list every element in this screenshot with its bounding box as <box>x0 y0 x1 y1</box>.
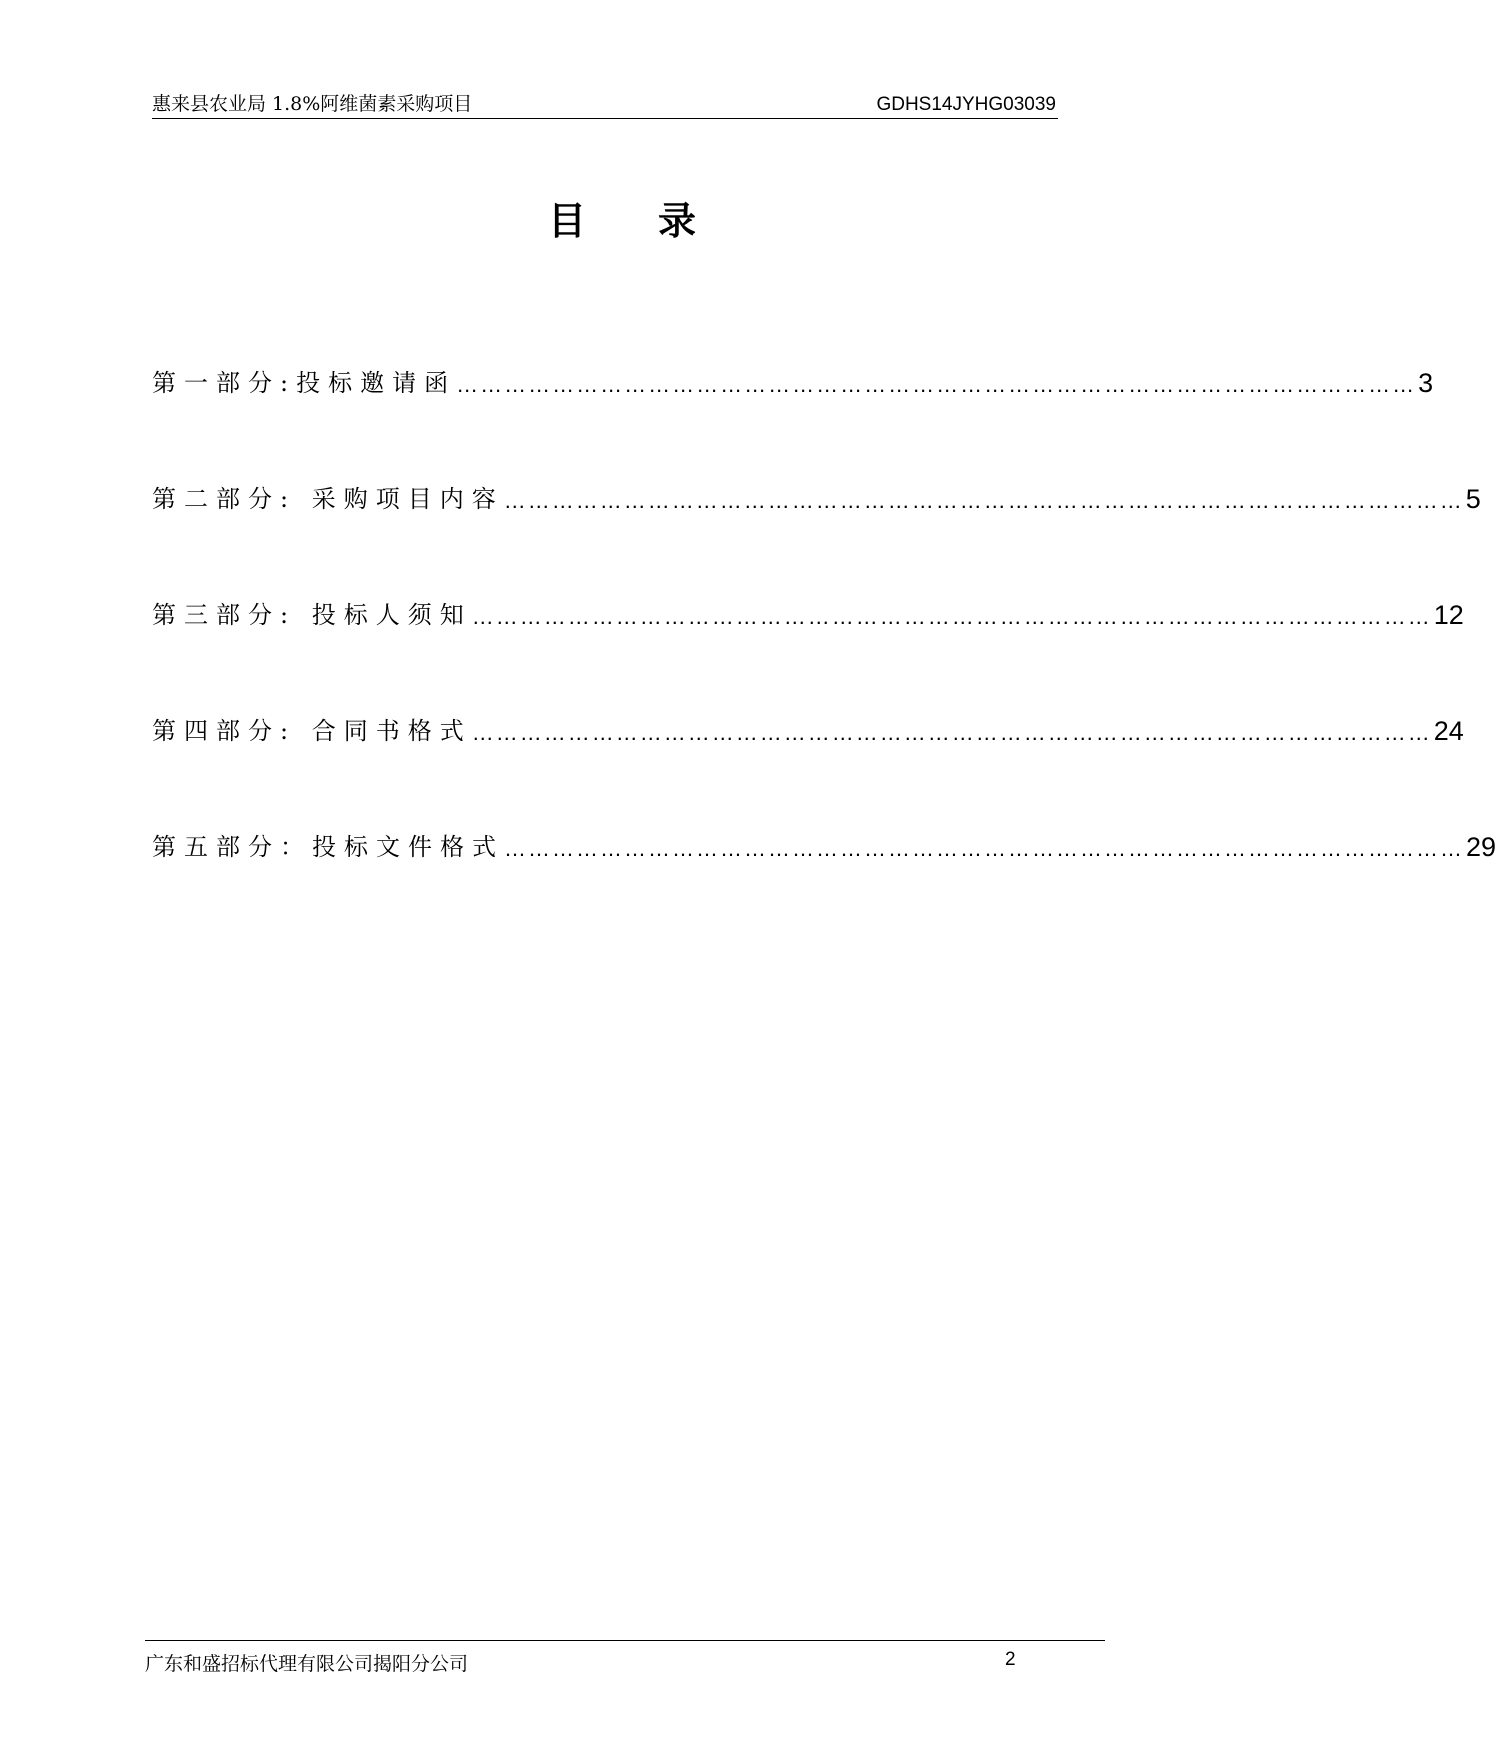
toc-entry-2[interactable] <box>152 476 1481 516</box>
toc-entry-4[interactable] <box>152 708 1464 748</box>
toc-leader-dots: ………………………………………………………………………………………………………… <box>471 604 1432 629</box>
header-project-name: 惠来县农业局 1.8%阿维菌素采购项目 <box>152 93 473 115</box>
toc-entry-1[interactable] <box>152 360 1434 400</box>
footer-page-number: 2 <box>1005 1649 1016 1670</box>
toc-leader-dots: ………………………………………………………………………………………………………… <box>471 720 1432 745</box>
toc-entry-page: 3 <box>1418 368 1434 398</box>
toc-leader-dots: ………………………………………………………………………………………………………… <box>504 836 1464 861</box>
toc-entry-label: 第二部分: 采购项目内容 <box>152 485 504 513</box>
page-header <box>152 88 1058 119</box>
toc-entry-3[interactable] <box>152 592 1464 632</box>
toc-entry-page: 12 <box>1433 600 1464 630</box>
toc-title <box>0 196 1241 246</box>
toc-entry-page: 5 <box>1465 484 1481 514</box>
header-project-code: GDHS14JYHG03039 <box>876 94 1056 115</box>
toc-title-char-1: 目 <box>548 198 587 243</box>
toc-leader-dots: ………………………………………………………………………………………………………… <box>456 372 1417 397</box>
toc-title-char-2: 录 <box>658 198 697 243</box>
toc-leader-dots: ………………………………………………………………………………………………………… <box>503 488 1464 513</box>
page-footer <box>145 1640 1105 1681</box>
toc-entry-label: 第四部分: 合同书格式 <box>152 717 472 745</box>
toc-entry-label: 第一部分:投标邀请函 <box>152 369 457 397</box>
toc-entry-page: 29 <box>1466 832 1496 862</box>
toc-entry-label: 第三部分: 投标人须知 <box>152 601 472 629</box>
toc-entry-label: 第五部分：投标文件格式 <box>152 833 504 861</box>
toc-entry-5[interactable] <box>152 824 1496 864</box>
toc-entry-page: 24 <box>1433 716 1464 746</box>
footer-company-name: 广东和盛招标代理有限公司揭阳分公司 <box>145 1653 469 1675</box>
